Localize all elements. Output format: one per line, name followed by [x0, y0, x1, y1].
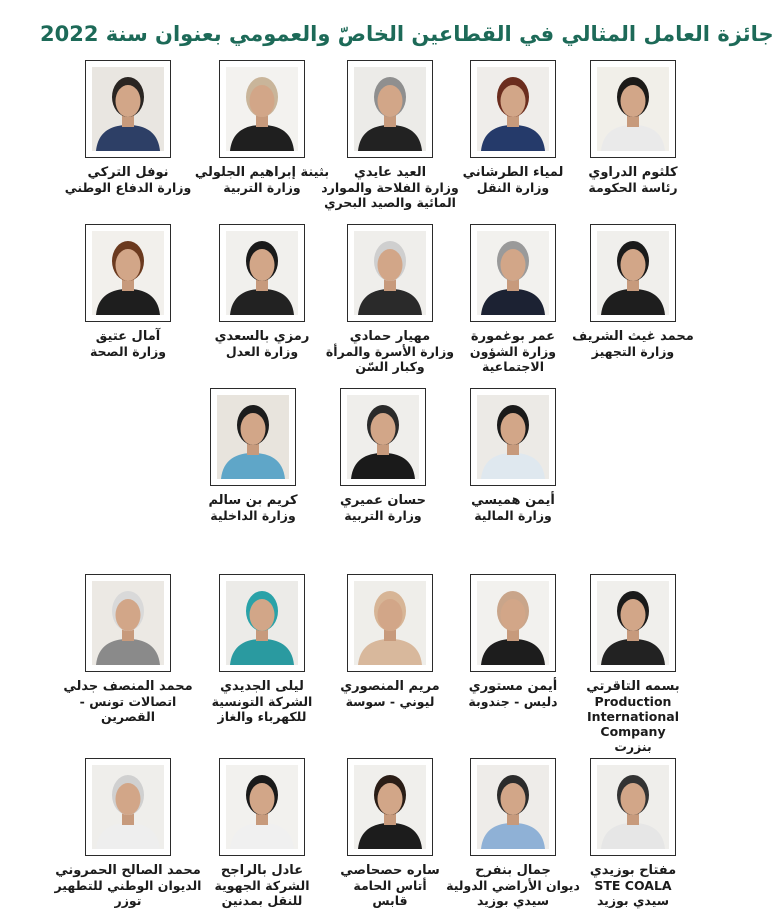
laureate-name: مهيار حمادي [349, 329, 431, 344]
laureate-organization: وزارة التربية [223, 180, 301, 195]
laureate-organization: STE COALA سيدي بوزيد [594, 878, 672, 908]
laureate-card [178, 388, 328, 523]
laureate-organization: الشركة الجهوية للنقل بمدنين [214, 878, 310, 908]
portrait-photo [477, 231, 549, 315]
photo-frame [470, 574, 556, 672]
laureate-name: رمزي بالسعدي [214, 329, 310, 344]
laureate-name: جمال بنفرح [475, 863, 551, 878]
portrait-photo [92, 231, 164, 315]
laureate-organization: وزارة التجهيز [591, 344, 675, 359]
person-silhouette-icon [597, 581, 669, 665]
laureate-name: كريم بن سالم [208, 493, 298, 508]
photo-frame [470, 388, 556, 486]
laureate-card [187, 60, 337, 195]
laureate-organization: رئاسة الحكومة [588, 180, 678, 195]
person-silhouette-icon [92, 765, 164, 849]
portrait-photo [477, 67, 549, 151]
laureate-card [315, 758, 465, 908]
portrait-photo [217, 395, 289, 479]
portrait-photo [226, 765, 298, 849]
photo-frame [347, 758, 433, 856]
laureate-name: حسان عميري [339, 493, 426, 508]
photo-frame [347, 574, 433, 672]
laureate-card [308, 388, 458, 523]
laureate-organization: دليس - جندوبة [468, 694, 558, 709]
person-silhouette-icon [597, 231, 669, 315]
photo-frame [85, 758, 171, 856]
laureate-name: آمال عتيق [95, 329, 161, 344]
laureate-card [315, 60, 465, 210]
laureate-organization: وزارة الداخلية [210, 508, 296, 523]
person-silhouette-icon [597, 67, 669, 151]
photo-frame [590, 574, 676, 672]
laureate-name: محمد الصالح الحمروني [55, 863, 201, 878]
person-silhouette-icon [477, 231, 549, 315]
laureate-name: العيد عايدي [353, 165, 427, 180]
laureate-organization: ليوني - سوسة [345, 694, 435, 709]
laureate-card [187, 224, 337, 359]
person-silhouette-icon [354, 67, 426, 151]
photo-frame [219, 60, 305, 158]
laureate-organization: وزارة النقل [476, 180, 550, 195]
photo-frame [470, 758, 556, 856]
portrait-photo [354, 67, 426, 151]
portrait-photo [477, 581, 549, 665]
photo-frame [590, 60, 676, 158]
laureate-name: ليلى الجديدي [220, 679, 304, 694]
portrait-photo [477, 765, 549, 849]
laureate-card [315, 574, 465, 709]
laureate-organization: وزارة الدفاع الوطني [64, 180, 192, 195]
laureate-name: كلثوم الدراوي [588, 165, 678, 180]
laureate-organization: وزارة الصحة [89, 344, 167, 359]
photo-frame [85, 574, 171, 672]
photo-frame [590, 758, 676, 856]
person-silhouette-icon [226, 67, 298, 151]
portrait-photo [354, 765, 426, 849]
laureate-organization: الديوان الوطني للتطهير توزر [54, 878, 202, 908]
portrait-photo [226, 231, 298, 315]
laureate-name: عمر بوغمورة [470, 329, 556, 344]
portrait-photo [226, 581, 298, 665]
page-title: جائزة العامل المثالي في القطاعين الخاصّ والعمومي بعنوان سنة 2022 [40, 22, 774, 46]
portrait-photo [597, 231, 669, 315]
person-silhouette-icon [354, 581, 426, 665]
laureate-organization: وزارة العدل [225, 344, 299, 359]
laureate-card [53, 574, 203, 724]
laureate-name: محمد المنصف جدلي [63, 679, 193, 694]
portrait-photo [92, 765, 164, 849]
laureate-name: محمد غيث الشريف [572, 329, 694, 344]
person-silhouette-icon [226, 765, 298, 849]
person-silhouette-icon [226, 231, 298, 315]
photo-frame [85, 224, 171, 322]
laureate-organization: اتصالات تونس - القصرين [79, 694, 177, 724]
laureate-name: أيمن مستوري [468, 679, 558, 694]
laureate-organization: Production International Company بنزرت [587, 694, 679, 754]
laureate-card [53, 224, 203, 359]
photo-frame [219, 758, 305, 856]
laureate-name: أيمن هميسي [471, 493, 555, 508]
person-silhouette-icon [92, 581, 164, 665]
portrait-photo [597, 67, 669, 151]
person-silhouette-icon [347, 395, 419, 479]
laureate-name: ساره حصحاصي [340, 863, 440, 878]
laureate-organization: وزارة الفلاحة والموارد المائية والصيد البحري [321, 180, 459, 210]
person-silhouette-icon [217, 395, 289, 479]
laureate-name: بثينة إبراهيم الجلولي [194, 165, 330, 180]
laureate-organization: ديوان الأراضي الدولية سيدي بوزيد [446, 878, 580, 908]
laureate-organization: وزارة التربية [344, 508, 422, 523]
photo-frame [347, 224, 433, 322]
portrait-photo [226, 67, 298, 151]
portrait-photo [92, 581, 164, 665]
laureate-name: مريم المنصوري [340, 679, 440, 694]
laureate-organization: أتاس الحامة قابس [353, 878, 427, 908]
laureate-name: عادل بالراجح [220, 863, 304, 878]
portrait-photo [347, 395, 419, 479]
photo-frame [210, 388, 296, 486]
photo-frame [219, 574, 305, 672]
laureate-card [315, 224, 465, 374]
laureate-name: بسمه التاقرتي [586, 679, 680, 694]
laureate-card [53, 60, 203, 195]
laureate-name: نوفل التركي [87, 165, 169, 180]
photo-frame [340, 388, 426, 486]
person-silhouette-icon [92, 67, 164, 151]
laureate-name: لمياء الطرشاني [462, 165, 564, 180]
laureate-organization: وزارة الأسرة والمرأة وكبار السّن [325, 344, 455, 374]
person-silhouette-icon [477, 395, 549, 479]
laureate-organization: وزارة الشؤون الاجتماعية [469, 344, 557, 374]
portrait-photo [597, 765, 669, 849]
person-silhouette-icon [354, 231, 426, 315]
person-silhouette-icon [354, 765, 426, 849]
photo-frame [347, 60, 433, 158]
person-silhouette-icon [597, 765, 669, 849]
portrait-photo [597, 581, 669, 665]
photo-frame [470, 224, 556, 322]
laureate-organization: الشركة التونسية للكهرباء والغاز [211, 694, 313, 724]
portrait-photo [354, 231, 426, 315]
laureate-organization: وزارة المالية [474, 508, 552, 523]
person-silhouette-icon [477, 765, 549, 849]
laureate-card [438, 388, 588, 523]
photo-frame [219, 224, 305, 322]
laureate-card [53, 758, 203, 908]
person-silhouette-icon [226, 581, 298, 665]
photo-frame [85, 60, 171, 158]
laureate-card [187, 574, 337, 724]
portrait-photo [354, 581, 426, 665]
portrait-photo [92, 67, 164, 151]
person-silhouette-icon [92, 231, 164, 315]
portrait-photo [477, 395, 549, 479]
laureate-name: مفتاح بوزيدي [589, 863, 677, 878]
photo-frame [590, 224, 676, 322]
laureate-card [187, 758, 337, 908]
person-silhouette-icon [477, 67, 549, 151]
photo-frame [470, 60, 556, 158]
person-silhouette-icon [477, 581, 549, 665]
